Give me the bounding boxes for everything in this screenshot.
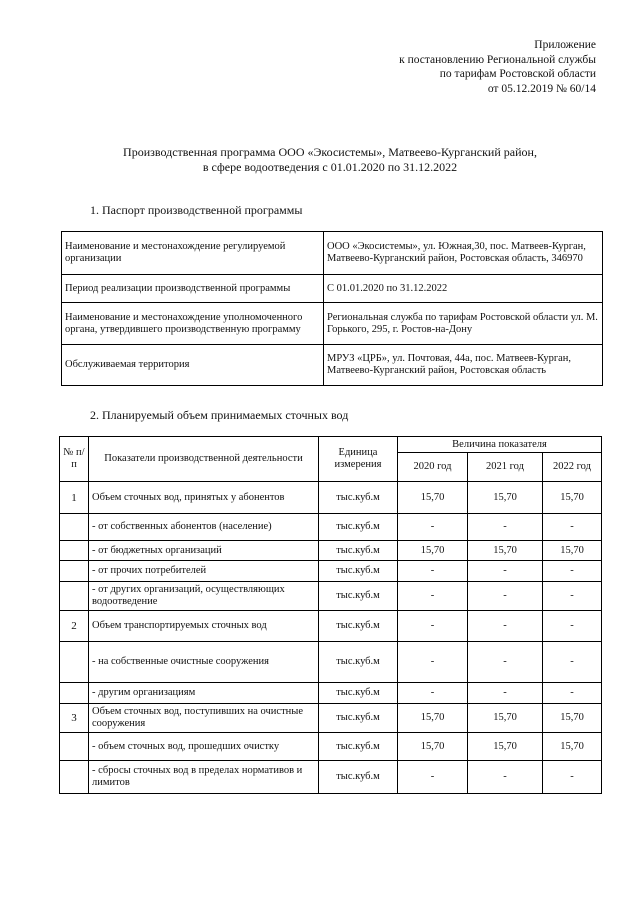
header-indicator: Показатели производственной деятельности [89,437,319,482]
table-row [60,482,602,514]
passport-value: Региональная служба по тарифам Ростовской области ул. М. Горького, 295, г. Ростов-на-Дону [324,303,603,345]
header-year: 2020 год [398,453,468,482]
row-value: 15,70 [543,541,602,561]
row-value: - [398,514,468,541]
row-number [60,733,89,761]
row-unit: тыс.куб.м [319,482,398,514]
row-value: - [398,683,468,704]
row-value: 15,70 [398,482,468,514]
row-number: 2 [60,611,89,642]
table-row [62,232,603,275]
row-number [60,541,89,561]
row-value: 15,70 [468,704,543,733]
row-value: - [398,642,468,683]
header-year: 2022 год [543,453,602,482]
row-value: - [468,514,543,541]
row-value: 15,70 [468,482,543,514]
header-num: № п/п [60,437,89,482]
table-row [60,541,602,561]
row-value: 15,70 [543,482,602,514]
row-indicator: - объем сточных вод, прошедших очистку [89,733,319,761]
row-value: 15,70 [468,733,543,761]
header-value: Величина показателя [398,437,602,453]
row-value: - [398,611,468,642]
row-value: - [543,611,602,642]
row-value: - [543,642,602,683]
table-row [60,683,602,704]
row-value: - [398,582,468,611]
passport-label: Наименование и местонахождение регулируемой организации [62,232,324,275]
row-value: 15,70 [398,704,468,733]
passport-label: Обслуживаемая территория [62,345,324,386]
row-value: - [543,582,602,611]
appendix-header [399,38,596,96]
row-number [60,761,89,794]
row-unit: тыс.куб.м [319,541,398,561]
table-row [62,275,603,303]
row-value: - [398,761,468,794]
table-row [60,761,602,794]
document-title [60,145,600,175]
row-indicator: - другим организациям [89,683,319,704]
passport-label: Наименование и местонахождение уполномоченного органа, утвердившего производственную программу [62,303,324,345]
row-indicator: - от других организаций, осуществляющих водоотведение [89,582,319,611]
row-indicator: - от бюджетных организаций [89,541,319,561]
appendix-line: Приложение [534,39,596,51]
row-value: - [468,582,543,611]
title-line: в сфере водоотведения с 01.01.2020 по 31.12.2022 [202,160,458,174]
row-value: - [468,642,543,683]
section-heading-passport: 1. Паспорт производственной программы [90,203,303,217]
appendix-line: от 05.12.2019 № 60/14 [487,82,596,95]
appendix-line: по тарифам Ростовской области [439,68,596,80]
passport-value: МРУЗ «ЦРБ», ул. Почтовая, 44а, пос. Матвеев-Курган, Матвеево-Курганский район, Ростовская область [324,345,603,386]
table-row [60,582,602,611]
passport-value: ООО «Экосистемы», ул. Южная,30, пос. Матвеев-Курган, Матвеево-Курганский район, Ростовская область, 346970 [324,232,603,275]
appendix-line: к постановлению Региональной службы [399,53,596,66]
passport-table [61,231,603,386]
row-value: - [398,561,468,582]
row-unit: тыс.куб.м [319,642,398,683]
row-value: - [468,561,543,582]
table-header-row [60,437,602,453]
row-number: 1 [60,482,89,514]
row-indicator: - сбросы сточных вод в пределах нормативов и лимитов [89,761,319,794]
table-row [60,642,602,683]
row-indicator: Объем сточных вод, принятых у абонентов [89,482,319,514]
row-unit: тыс.куб.м [319,561,398,582]
row-number [60,561,89,582]
row-value: - [468,683,543,704]
row-value: - [468,761,543,794]
row-value: 15,70 [543,733,602,761]
table-row [62,345,603,386]
row-value: - [468,611,543,642]
row-indicator: Объем сточных вод, поступивших на очистные сооружения [89,704,319,733]
row-indicator: - от прочих потребителей [89,561,319,582]
row-unit: тыс.куб.м [319,582,398,611]
row-unit: тыс.куб.м [319,514,398,541]
passport-value: С 01.01.2020 по 31.12.2022 [324,275,603,303]
row-value: - [543,514,602,541]
row-unit: тыс.куб.м [319,611,398,642]
row-value: - [543,561,602,582]
table-row [60,733,602,761]
row-value: 15,70 [398,541,468,561]
title-line: Производственная программа ООО «Экосистемы», Матвеево-Курганский район, [123,145,537,159]
row-number [60,642,89,683]
row-value: 15,70 [398,733,468,761]
volume-table [59,436,602,794]
passport-label: Период реализации производственной программы [62,275,324,303]
row-number [60,683,89,704]
header-unit: Единица измерения [319,437,398,482]
row-unit: тыс.куб.м [319,733,398,761]
row-value: 15,70 [468,541,543,561]
row-unit: тыс.куб.м [319,761,398,794]
table-row [60,611,602,642]
table-row [60,514,602,541]
table-row [62,303,603,345]
row-value: 15,70 [543,704,602,733]
row-indicator: - от собственных абонентов (население) [89,514,319,541]
row-indicator: - на собственные очистные сооружения [89,642,319,683]
row-number [60,582,89,611]
row-unit: тыс.куб.м [319,704,398,733]
table-row [60,704,602,733]
table-row [60,561,602,582]
section-heading-volume: 2. Планируемый объем принимаемых сточных вод [90,408,349,422]
row-value: - [543,761,602,794]
row-unit: тыс.куб.м [319,683,398,704]
row-number [60,514,89,541]
header-year: 2021 год [468,453,543,482]
row-indicator: Объем транспортируемых сточных вод [89,611,319,642]
row-value: - [543,683,602,704]
row-number: 3 [60,704,89,733]
